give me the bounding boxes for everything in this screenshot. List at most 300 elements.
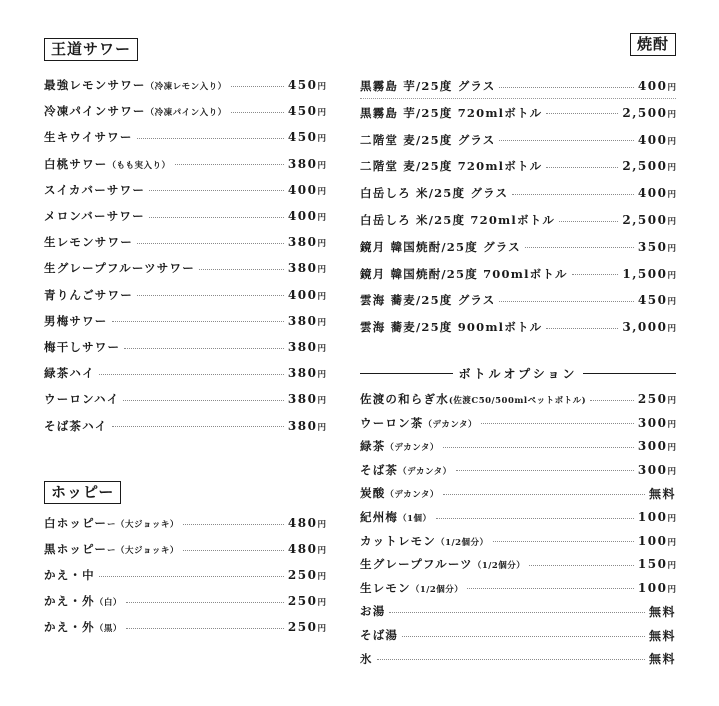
menu-item-label: 黒霧島 芋/25度 グラス bbox=[360, 79, 496, 93]
price-unit: 円 bbox=[667, 324, 676, 335]
menu-item bbox=[44, 417, 326, 435]
menu-item bbox=[360, 602, 676, 620]
menu-item-price bbox=[288, 209, 326, 223]
menu-item-name bbox=[360, 266, 568, 282]
menu-item-name bbox=[360, 105, 542, 121]
leader-dots bbox=[137, 295, 284, 296]
menu-item-label: 男梅サワー bbox=[44, 313, 108, 328]
price-unit: 円 bbox=[667, 217, 676, 227]
price-unit: 円 bbox=[317, 239, 326, 250]
menu-item bbox=[44, 76, 326, 94]
menu-item-label: ウーロンハイ bbox=[44, 392, 120, 407]
leader-dots bbox=[467, 588, 634, 589]
menu-item-price bbox=[638, 79, 676, 93]
menu-item-name bbox=[360, 485, 439, 501]
menu-item-note: （1/2個分） bbox=[436, 537, 489, 548]
menu-item-label: 炭酸 bbox=[360, 486, 386, 501]
menu-item-note: (佐渡C50/500mlペットボトル) bbox=[448, 396, 587, 406]
leader-dots bbox=[443, 494, 645, 495]
price-value: 380 bbox=[287, 366, 318, 381]
section-title-bottle-options: ボトルオプション bbox=[458, 367, 578, 381]
menu-item-label: 生キウイサワー bbox=[44, 130, 133, 145]
menu-item bbox=[360, 291, 676, 309]
leader-dots bbox=[456, 470, 634, 471]
price-value: 2,500 bbox=[622, 159, 668, 174]
menu-item-name bbox=[360, 391, 586, 407]
menu-item-label: 雲海 蕎麦/25度 グラス bbox=[360, 293, 496, 308]
price-unit: 円 bbox=[317, 134, 326, 145]
menu-item bbox=[44, 259, 326, 277]
price-value: 450 bbox=[287, 78, 318, 92]
menu-item-name bbox=[44, 313, 108, 329]
menu-item-label: 二階堂 麦/25度 グラス bbox=[360, 132, 496, 147]
leader-dots bbox=[546, 113, 618, 114]
price-unit: 円 bbox=[317, 317, 326, 328]
menu-item-price bbox=[638, 392, 676, 406]
menu-item-name bbox=[360, 319, 542, 335]
menu-item-price bbox=[622, 159, 676, 173]
menu-item-price bbox=[288, 392, 326, 406]
price-value: 380 bbox=[287, 392, 318, 407]
leader-dots bbox=[389, 612, 645, 613]
menu-item-note: （デカンタ） bbox=[423, 419, 477, 430]
menu-item-note: （1/2個分） bbox=[410, 584, 464, 595]
price-value: 無料 bbox=[648, 652, 676, 667]
price-unit: 円 bbox=[667, 419, 676, 430]
price-unit: 円 bbox=[317, 82, 326, 92]
menu-item-name bbox=[360, 415, 477, 431]
menu-item-price bbox=[638, 416, 676, 430]
menu-item-name bbox=[360, 185, 508, 201]
leader-dots bbox=[402, 636, 645, 637]
menu-item-price bbox=[288, 157, 326, 171]
heading-rule-right bbox=[583, 373, 676, 374]
price-value: 380 bbox=[287, 340, 318, 354]
leader-dots bbox=[231, 112, 284, 113]
leader-dots bbox=[112, 426, 284, 427]
menu-item-name bbox=[44, 365, 95, 381]
menu-item-name bbox=[44, 287, 133, 303]
menu-item bbox=[44, 364, 326, 382]
menu-item-note: （1/2個分） bbox=[472, 561, 526, 572]
menu-item-label: 白岳しろ 米/25度 グラス bbox=[360, 186, 509, 201]
leader-dots bbox=[137, 138, 284, 139]
menu-item-name bbox=[360, 462, 452, 478]
menu-item-price bbox=[638, 133, 676, 147]
menu-item-name bbox=[44, 103, 227, 119]
section-title-hoppy: ホッピー bbox=[44, 481, 121, 504]
price-value: 400 bbox=[287, 182, 318, 197]
menu-item-label: 生レモン bbox=[360, 580, 411, 595]
menu-item bbox=[360, 318, 676, 336]
leader-dots bbox=[525, 247, 634, 248]
menu-item-price bbox=[288, 340, 326, 354]
price-value: 400 bbox=[637, 132, 668, 147]
menu-item bbox=[360, 157, 676, 175]
menu-item-name bbox=[44, 234, 133, 250]
menu-item-label: 黒霧島 芋/25度 720mlボトル bbox=[360, 105, 543, 120]
menu-item-label: 鏡月 韓国焼酎/25度 700mlボトル bbox=[360, 266, 568, 281]
menu-item-price bbox=[638, 463, 676, 477]
price-value: 380 bbox=[287, 313, 318, 328]
menu-item bbox=[44, 233, 326, 251]
price-value: 380 bbox=[287, 418, 318, 433]
menu-item-label: そば茶 bbox=[360, 462, 399, 477]
menu-item-label: 雲海 蕎麦/25度 900mlボトル bbox=[360, 320, 543, 335]
leader-dots bbox=[377, 659, 645, 660]
price-unit: 円 bbox=[317, 598, 326, 608]
menu-item-price bbox=[288, 419, 326, 433]
menu-item-price bbox=[638, 534, 676, 548]
menu-item bbox=[44, 514, 326, 532]
menu-item-label: 緑茶 bbox=[360, 439, 386, 454]
price-value: 400 bbox=[287, 209, 318, 223]
price-value: 480 bbox=[287, 542, 318, 556]
leader-dots bbox=[572, 274, 619, 275]
price-unit: 円 bbox=[667, 514, 676, 524]
menu-item-price bbox=[288, 516, 326, 530]
price-unit: 円 bbox=[667, 109, 676, 120]
menu-item bbox=[44, 207, 326, 225]
menu-item-label: お湯 bbox=[360, 604, 386, 619]
price-unit: 円 bbox=[667, 136, 676, 147]
menu-item-label: 最強レモンサワー bbox=[44, 78, 146, 92]
menu-item-name bbox=[44, 129, 133, 145]
price-value: 300 bbox=[637, 462, 668, 477]
leader-dots bbox=[99, 576, 284, 577]
heading-rule-left bbox=[360, 373, 453, 374]
menu-item-label: かえ・中 bbox=[44, 568, 95, 582]
menu-item bbox=[360, 104, 676, 122]
price-value: 400 bbox=[637, 79, 668, 93]
price-unit: 円 bbox=[667, 561, 676, 572]
menu-item-label: 紀州梅 bbox=[360, 510, 399, 524]
menu-item-name bbox=[44, 515, 179, 531]
price-value: 380 bbox=[287, 261, 318, 276]
menu-item-note: （1個） bbox=[398, 514, 432, 524]
section-title-sour: 王道サワー bbox=[44, 38, 138, 61]
menu-item-label: かえ・外 bbox=[44, 620, 95, 634]
price-unit: 円 bbox=[667, 190, 676, 201]
menu-item-name bbox=[360, 78, 495, 94]
menu-item bbox=[360, 390, 676, 408]
menu-item-label: かえ・外 bbox=[44, 594, 95, 608]
price-unit: 円 bbox=[317, 370, 326, 381]
price-value: 250 bbox=[637, 392, 668, 406]
menu-item bbox=[44, 540, 326, 558]
menu-item-name bbox=[44, 260, 195, 276]
menu-item-name bbox=[44, 567, 95, 583]
price-value: 380 bbox=[287, 235, 318, 250]
price-unit: 円 bbox=[667, 297, 676, 308]
price-unit: 円 bbox=[667, 466, 676, 477]
menu-item-label: 冷凍パインサワー bbox=[44, 104, 146, 119]
menu-item-label: メロンバーサワー bbox=[44, 209, 145, 223]
leader-dots bbox=[499, 140, 633, 141]
menu-item bbox=[44, 566, 326, 584]
menu-item bbox=[44, 338, 326, 356]
menu-item bbox=[44, 312, 326, 330]
menu-item-label: 白ホッピー bbox=[44, 516, 108, 530]
menu-item-price bbox=[288, 568, 326, 582]
menu-item-price bbox=[638, 186, 676, 200]
leader-dots bbox=[546, 167, 618, 168]
menu-item bbox=[360, 211, 676, 229]
menu-item-label: そば茶ハイ bbox=[44, 418, 108, 433]
price-value: 無料 bbox=[648, 604, 676, 619]
menu-item-label: 梅干しサワー bbox=[44, 340, 121, 354]
menu-item bbox=[44, 618, 326, 636]
menu-item-price bbox=[638, 510, 676, 524]
leader-dots bbox=[183, 550, 284, 551]
menu-item bbox=[44, 592, 326, 610]
menu-item bbox=[360, 508, 676, 526]
price-value: 2,500 bbox=[622, 105, 668, 120]
menu-item bbox=[44, 181, 326, 199]
menu-item-name bbox=[44, 339, 120, 355]
price-value: 450 bbox=[287, 104, 318, 119]
menu-item-name bbox=[360, 651, 373, 667]
leader-dots bbox=[590, 400, 634, 401]
price-value: 1,500 bbox=[622, 266, 668, 281]
price-value: 250 bbox=[287, 568, 318, 582]
leader-dots bbox=[443, 447, 634, 448]
price-unit: 円 bbox=[317, 213, 326, 223]
menu-item-label: 氷 bbox=[360, 651, 373, 666]
price-unit: 円 bbox=[317, 291, 326, 302]
price-unit: 円 bbox=[667, 163, 676, 174]
price-unit: 円 bbox=[317, 160, 326, 171]
price-value: 2,500 bbox=[622, 213, 668, 227]
menu-item-label: 生グレープフルーツ bbox=[360, 557, 473, 572]
menu-item bbox=[360, 131, 676, 149]
price-value: 3,000 bbox=[622, 320, 668, 335]
leader-dots bbox=[99, 374, 284, 375]
menu-item-note: （白） bbox=[94, 598, 122, 608]
menu-item-name bbox=[360, 627, 398, 643]
menu-item-price bbox=[649, 627, 676, 644]
menu-item-name bbox=[44, 619, 122, 635]
leader-dots bbox=[123, 400, 284, 401]
leader-dots bbox=[175, 164, 284, 165]
price-value: 300 bbox=[637, 415, 668, 430]
menu-item-label: 白桃サワー bbox=[44, 156, 108, 171]
menu-item-price bbox=[622, 106, 676, 120]
price-unit: 円 bbox=[317, 396, 326, 407]
menu-item bbox=[360, 184, 676, 202]
price-value: 250 bbox=[287, 594, 318, 608]
menu-item-name bbox=[360, 132, 495, 148]
menu-item bbox=[360, 414, 676, 432]
menu-item-label: ウーロン茶 bbox=[360, 415, 424, 430]
menu-item-price bbox=[649, 485, 676, 502]
leader-dots bbox=[126, 628, 284, 629]
menu-item-label: 緑茶ハイ bbox=[44, 366, 95, 381]
menu-item-note: （デカンタ） bbox=[385, 443, 439, 454]
menu-item-label: 二階堂 麦/25度 720mlボトル bbox=[360, 159, 543, 174]
price-unit: 円 bbox=[317, 546, 326, 556]
price-unit: 円 bbox=[317, 624, 326, 634]
leader-dots bbox=[124, 348, 284, 349]
leader-dots bbox=[126, 602, 284, 603]
menu-item-label: スイカバーサワー bbox=[44, 182, 146, 197]
menu-item bbox=[44, 390, 326, 408]
menu-item-name bbox=[360, 239, 521, 255]
menu-item-price bbox=[288, 314, 326, 328]
leader-dots bbox=[183, 524, 284, 525]
menu-item-name bbox=[44, 391, 119, 407]
menu-item-label: カットレモン bbox=[360, 533, 437, 548]
leader-dots bbox=[436, 518, 634, 519]
menu-item-price bbox=[288, 130, 326, 144]
menu-item-label: 生レモンサワー bbox=[44, 235, 133, 250]
price-unit: 円 bbox=[317, 422, 326, 433]
menu-item-price bbox=[638, 439, 676, 453]
menu-item-price bbox=[288, 78, 326, 92]
price-value: 400 bbox=[637, 186, 668, 201]
menu-item-name bbox=[44, 182, 145, 198]
menu-item-name bbox=[360, 556, 525, 572]
menu-item-note: （冷凍レモン入り） bbox=[145, 82, 227, 92]
menu-item bbox=[360, 461, 676, 479]
menu-item-note: （もも実入り） bbox=[107, 160, 171, 171]
leader-dots bbox=[481, 423, 634, 424]
menu-item-price bbox=[288, 542, 326, 556]
menu-item-price bbox=[288, 183, 326, 197]
menu-item-price bbox=[649, 650, 676, 667]
menu-item-note: ー（大ジョッキ） bbox=[107, 520, 179, 530]
leader-dots bbox=[559, 221, 618, 222]
menu-item bbox=[360, 579, 676, 597]
menu-item-price bbox=[288, 594, 326, 608]
menu-item-note: （デカンタ） bbox=[385, 490, 439, 501]
price-value: 480 bbox=[287, 516, 318, 530]
price-value: 無料 bbox=[648, 486, 676, 501]
divider bbox=[360, 98, 676, 99]
menu-item-name bbox=[360, 438, 439, 454]
menu-item-label: 生グレープフルーツサワー bbox=[44, 261, 195, 276]
menu-item-label: そば湯 bbox=[360, 628, 399, 642]
leader-dots bbox=[231, 86, 284, 87]
price-value: 100 bbox=[637, 533, 668, 548]
menu-item-name bbox=[360, 580, 463, 596]
menu-item bbox=[44, 102, 326, 120]
menu-item bbox=[360, 265, 676, 283]
menu-item bbox=[360, 437, 676, 455]
price-unit: 円 bbox=[317, 108, 326, 119]
menu-item-name bbox=[360, 292, 495, 308]
menu-item-price bbox=[288, 288, 326, 302]
price-value: 無料 bbox=[648, 628, 676, 643]
menu-item-note: （黒） bbox=[94, 624, 122, 634]
menu-item bbox=[44, 155, 326, 173]
menu-item-name bbox=[44, 593, 122, 609]
menu-item-price bbox=[638, 293, 676, 307]
price-unit: 円 bbox=[317, 265, 326, 276]
menu-item-name bbox=[44, 418, 108, 434]
price-value: 450 bbox=[287, 130, 318, 145]
leader-dots bbox=[199, 269, 284, 270]
menu-item-price bbox=[622, 320, 676, 334]
menu-item-label: 鏡月 韓国焼酎/25度 グラス bbox=[360, 239, 521, 254]
menu-item-name bbox=[44, 208, 145, 224]
price-unit: 円 bbox=[317, 520, 326, 530]
menu-item-note: （冷凍パイン入り） bbox=[145, 108, 227, 119]
price-value: 350 bbox=[637, 239, 668, 254]
menu-item-label: 黒ホッピー bbox=[44, 542, 108, 556]
price-unit: 円 bbox=[667, 443, 676, 454]
menu-item-label: 白岳しろ 米/25度 720mlボトル bbox=[360, 213, 556, 227]
menu-item-price bbox=[288, 104, 326, 118]
menu-item-name bbox=[360, 533, 489, 549]
price-unit: 円 bbox=[317, 572, 326, 582]
price-value: 450 bbox=[637, 293, 668, 308]
leader-dots bbox=[137, 243, 284, 244]
menu-item-price bbox=[649, 603, 676, 620]
leader-dots bbox=[499, 87, 633, 88]
menu-item-price bbox=[288, 235, 326, 249]
menu-item-price bbox=[638, 240, 676, 254]
leader-dots bbox=[512, 194, 634, 195]
leader-dots bbox=[546, 328, 618, 329]
menu-item-price bbox=[288, 620, 326, 634]
menu-item-price bbox=[622, 213, 676, 227]
price-value: 100 bbox=[637, 510, 668, 524]
menu-item-price bbox=[622, 267, 676, 281]
leader-dots bbox=[112, 321, 284, 322]
leader-dots bbox=[149, 190, 284, 191]
price-unit: 円 bbox=[317, 186, 326, 197]
leader-dots bbox=[149, 217, 284, 218]
leader-dots bbox=[499, 301, 633, 302]
menu-item-name bbox=[44, 77, 227, 93]
menu-item bbox=[44, 128, 326, 146]
price-value: 380 bbox=[287, 156, 318, 171]
leader-dots bbox=[493, 541, 634, 542]
price-unit: 円 bbox=[667, 243, 676, 254]
menu-item-label: 青りんごサワー bbox=[44, 287, 133, 302]
menu-item-price bbox=[288, 261, 326, 275]
price-unit: 円 bbox=[667, 83, 676, 93]
menu-item-name bbox=[360, 212, 555, 228]
menu-item-name bbox=[360, 509, 432, 525]
price-value: 150 bbox=[637, 557, 668, 572]
menu-item-note: ー（大ジョッキ） bbox=[107, 546, 179, 556]
menu-item-name bbox=[44, 541, 179, 557]
price-unit: 円 bbox=[667, 270, 676, 281]
price-value: 400 bbox=[287, 287, 318, 302]
bottle-options-heading bbox=[360, 365, 676, 382]
menu-item bbox=[360, 532, 676, 550]
menu-item-name bbox=[360, 603, 385, 619]
section-title-shochu: 焼酎 bbox=[630, 33, 676, 56]
menu-item-name bbox=[360, 158, 542, 174]
menu-item-price bbox=[638, 581, 676, 595]
menu-item bbox=[360, 626, 676, 644]
price-value: 250 bbox=[287, 620, 318, 634]
menu-item bbox=[360, 555, 676, 573]
menu-item-name bbox=[44, 156, 171, 172]
price-value: 100 bbox=[637, 580, 668, 595]
menu-item-price bbox=[638, 557, 676, 571]
price-unit: 円 bbox=[317, 344, 326, 354]
menu-item bbox=[44, 286, 326, 304]
price-unit: 円 bbox=[667, 396, 676, 406]
menu-item bbox=[360, 484, 676, 502]
price-value: 300 bbox=[637, 439, 668, 454]
menu-item-label: 佐渡の和らぎ水 bbox=[360, 392, 449, 406]
menu-item-note: （デカンタ） bbox=[398, 466, 452, 477]
